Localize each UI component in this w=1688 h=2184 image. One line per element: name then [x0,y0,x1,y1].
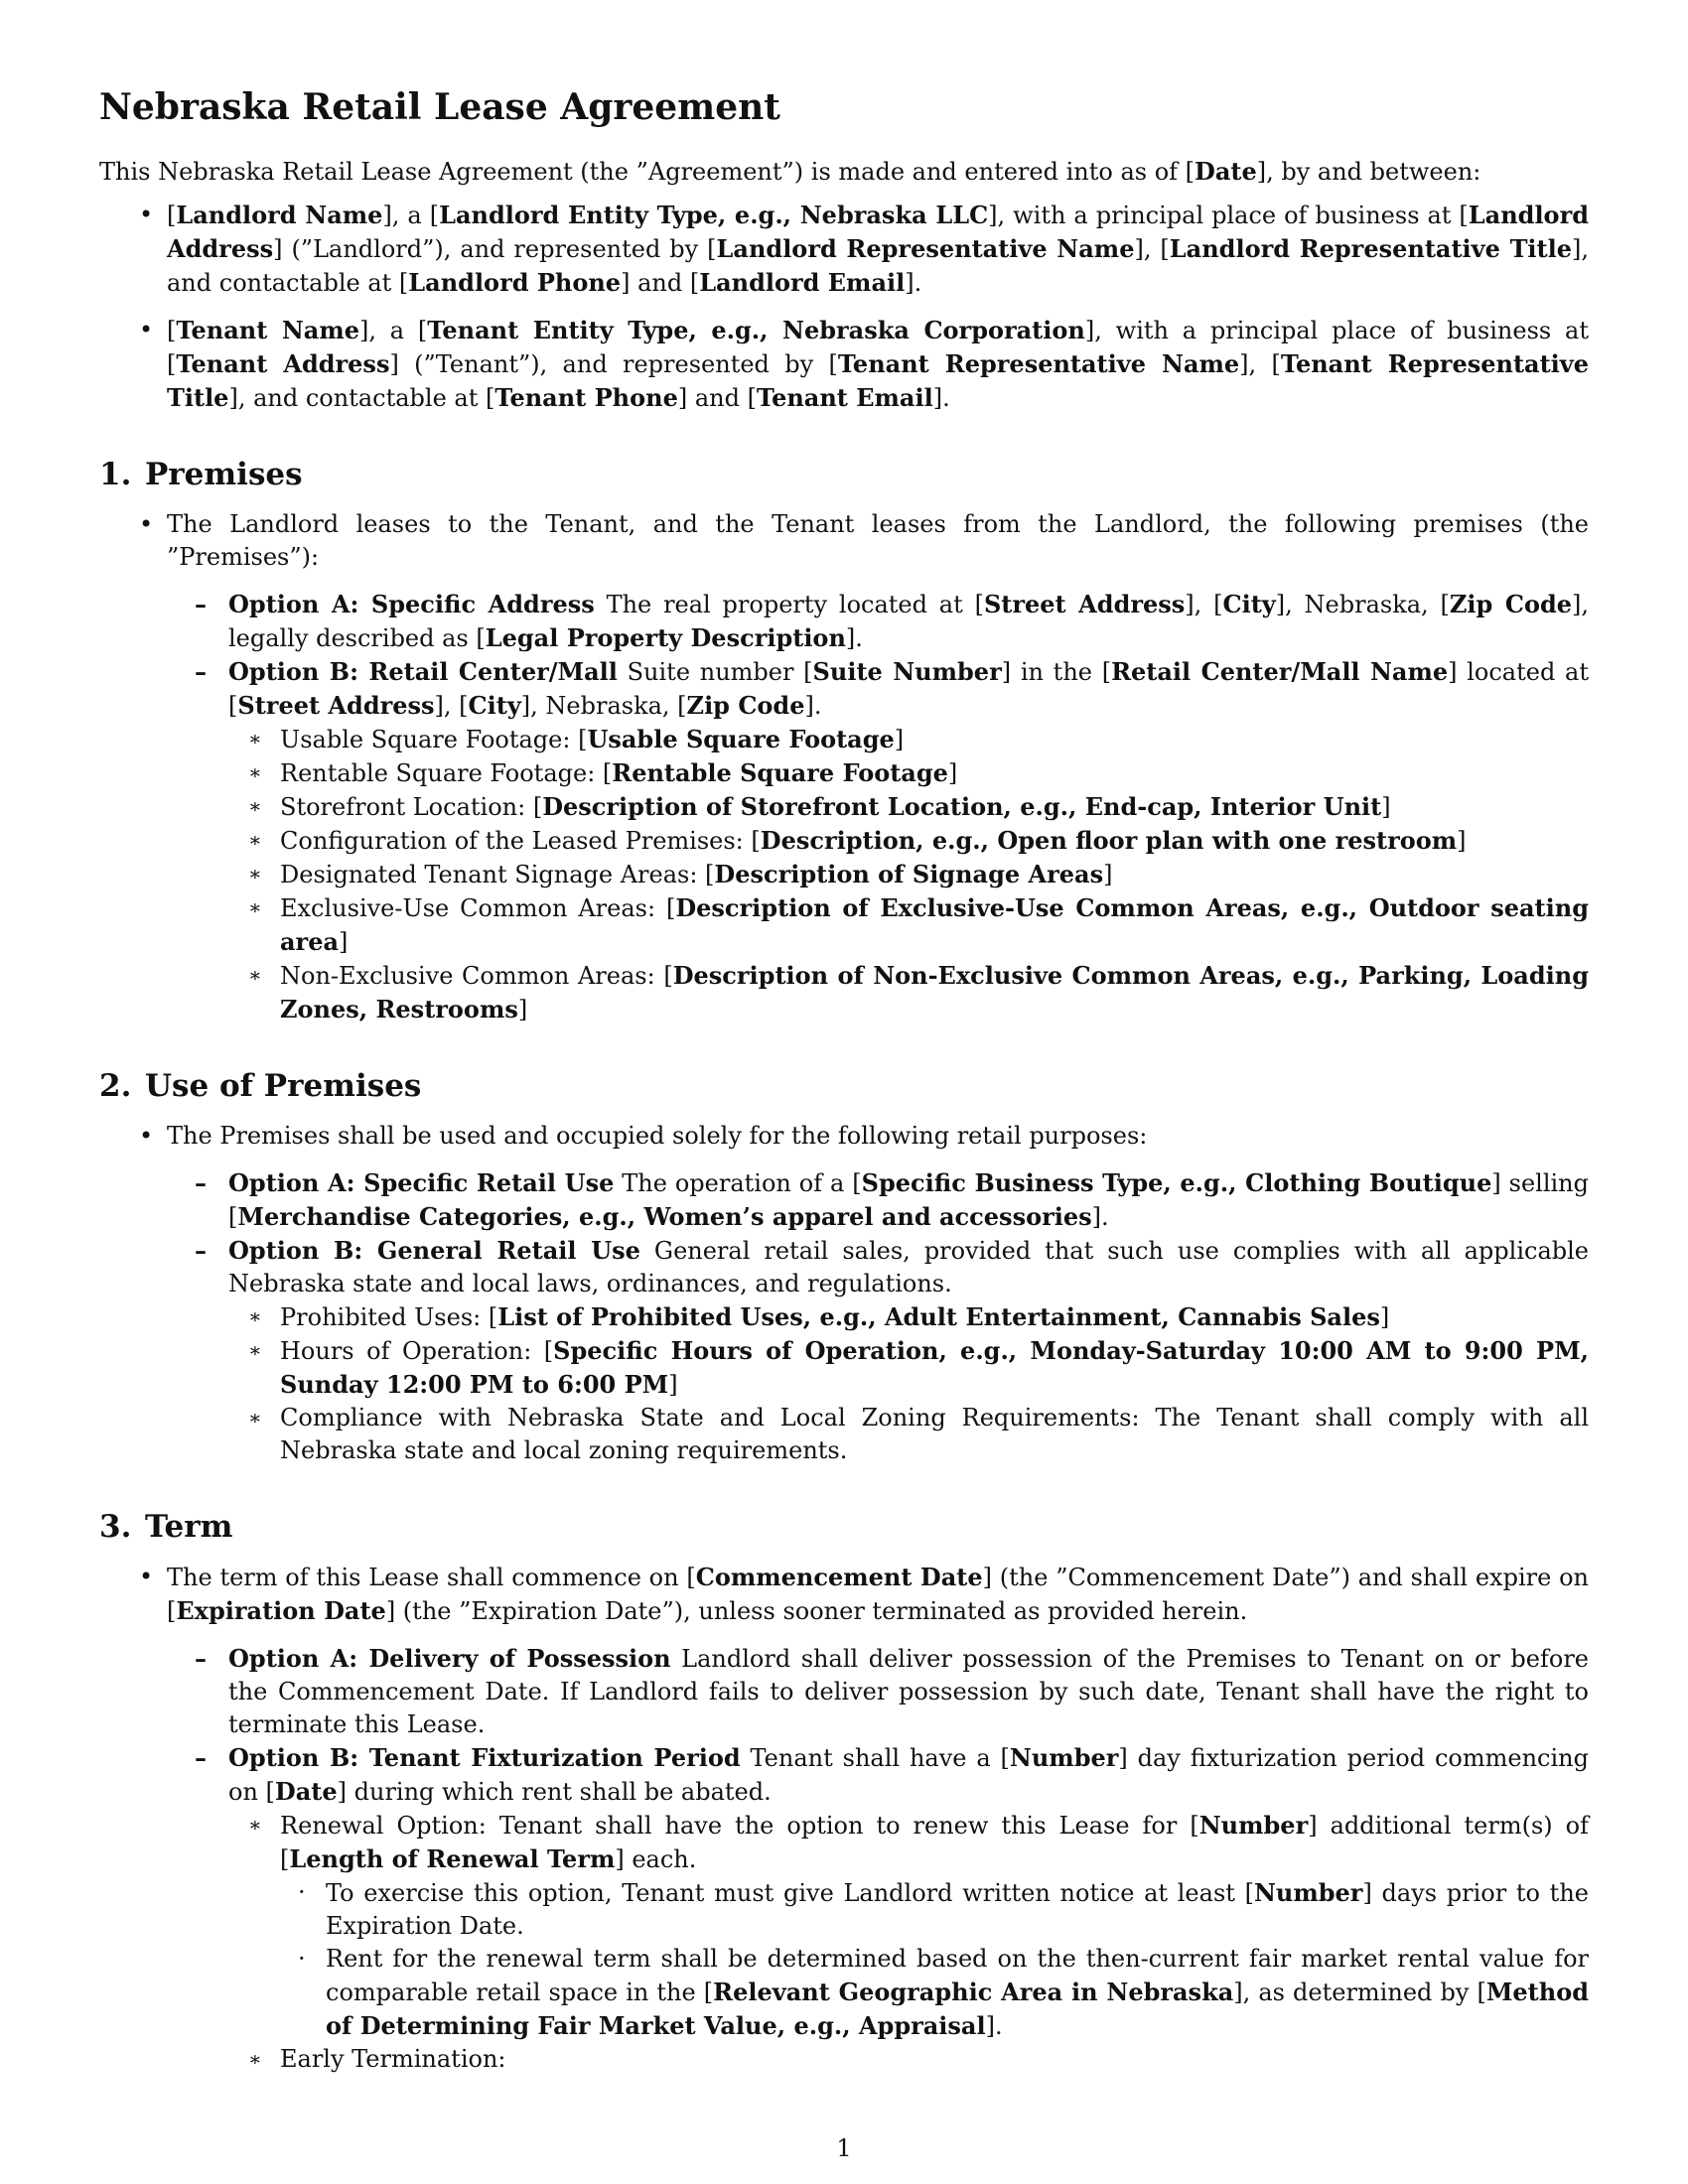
premises-lead: • The Landlord leases to the Tenant, and the Tenant leases from the Landlord, the following premises (the ”Premises”): – Option A: Specific Address The real property located at [Street Address], [City], Nebraska, [Zip Code], legally described as [Legal Property Description]. – Option B: Retail Center/Mall Suite number [Suite Number] in the [Retail Center/Mall Name] located at [Street Address], [City], Nebraska, [Zip Code]. ∗ Usable Square Footage: [Usable Square Footage] ∗ Rentable Square Footage: [Rentable Square Footage] ∗ Storefront Location: [Description of Storefront Location, e.g., End-cap, Interior Unit] ∗ Configuration of the Leased Premises: [Description, e.g., Open floor plan with one restroom] ∗ Designated Tenant Signage Areas: [Description of Signage Areas] ∗ Exclusive-Use Common Areas: [Description of Exclusive-Use Common Areas, e.g., Outdoor seating area] ∗ Non-Exclusive Common Areas: [Description of Non-Exclusive Common Areas, e.g., Parking, Loading Zones, Restrooms] [99,508,1589,1026]
premises-detail: ∗ Rentable Square Footage: [Rentable Square Footage] [99,756,1589,790]
early-termination: ∗ Early Termination: [99,2043,1589,2076]
section-heading-use-of-premises: 2. Use of Premises [99,1068,422,1104]
use-detail: ∗ Prohibited Uses: [List of Prohibited Uses, e.g., Adult Entertainment, Cannabis Sales] [99,1300,1589,1334]
document-page [99,85,1589,2090]
use-detail: ∗ Hours of Operation: [Specific Hours of Operation, e.g., Monday-Saturday 10:00 AM to 9:00 PM, Sunday 12:00 PM to 6:00 PM] [99,1334,1589,1402]
premises-detail: ∗ Exclusive-Use Common Areas: [Description of Exclusive-Use Common Areas, e.g., Outdoor seating area] [99,891,1589,959]
intro-paragraph: This Nebraska Retail Lease Agreement (the ”Agreement”) is made and entered into as of [Date], by and between: [99,157,1481,186]
section-heading-term: 3. Term [99,1509,233,1545]
renewal-rent: · Rent for the renewal term shall be determined based on the then-current fair market rental value for comparable retail space in the [Relevant Geographic Area in Nebraska], as determined by [Method of Determining Fair Market Value, e.g., Appraisal]. [99,1943,1589,2043]
tenant-party: • [Tenant Name], a [Tenant Entity Type, e.g., Nebraska Corporation], with a principal place of business at [Tenant Address] (”Tenant”), and represented by [Tenant Representative Name], [Tenant Representative Title], and contactable at [Tenant Phone] and [Tenant Email]. [99,314,1589,415]
renewal-notice: · To exercise this option, Tenant must give Landlord written notice at least [Number] days prior to the Expiration Date. [99,1876,1589,1943]
use-option-a: – Option A: Specific Retail Use The operation of a [Specific Business Type, e.g., Clothing Boutique] selling [Merchandise Categories, e.g., Women’s apparel and accessories]. [99,1166,1589,1234]
use-lead: • The Premises shall be used and occupied solely for the following retail purposes: – Option A: Specific Retail Use The operation of a [Specific Business Type, e.g., Clothing Boutique] selling [Merchandise Categories, e.g., Women’s apparel and accessories]. – Option B: General Retail Use General retail sales, provided that such use complies with all applicable Nebraska state and local laws, ordinances, and regulations. ∗ Prohibited Uses: [List of Prohibited Uses, e.g., Adult Entertainment, Cannabis Sales] ∗ Hours of Operation: [Specific Hours of Operation, e.g., Monday-Saturday 10:00 AM to 9:00 PM, Sunday 12:00 PM to 6:00 PM] ∗ Compliance with Nebraska State and Local Zoning Requirements: The Tenant shall comply with all Nebraska state and local zoning requirements. [99,1120,1589,1467]
term-option-a: – Option A: Delivery of Possession Landlord shall deliver possession of the Premises to Tenant on or before the Commencement Date. If Landlord fails to deliver possession by such date, Tenant shall have the right to terminate this Lease. [99,1642,1589,1741]
premises-detail: ∗ Designated Tenant Signage Areas: [Description of Signage Areas] [99,858,1589,891]
document-title: Nebraska Retail Lease Agreement [99,86,780,128]
term-lead: • The term of this Lease shall commence on [Commencement Date] (the ”Commencement Date”) and shall expire on [Expiration Date] (the ”Expiration Date”), unless sooner terminated as provided herein. – Option A: Delivery of Possession Landlord shall deliver possession of the Premises to Tenant on or before the Commencement Date. If Landlord fails to deliver possession by such date, Tenant shall have the right to terminate this Lease. – Option B: Tenant Fixturization Period Tenant shall have a [Number] day fixturization period commencing on [Date] during which rent shall be abated. ∗ Renewal Option: Tenant shall have the option to renew this Lease for [Number] additional term(s) of [Length of Renewal Term] each. · To exercise this option, Tenant must give Landlord written notice at least [Number] days prior to the Expiration Date. · Rent for the renewal term shall be determined based on the then-current fair market rental value for comparable retail space in the [Relevant Geographic Area in Nebraska], as determined by [Method of Determining Fair Market Value, e.g., Appraisal]. ∗ Early Termination: [99,1561,1589,2076]
use-detail: ∗ Compliance with Nebraska State and Local Zoning Requirements: The Tenant shall comply with all Nebraska state and local zoning requirements. [99,1402,1589,1467]
premises-option-a: – Option A: Specific Address The real property located at [Street Address], [City], Nebraska, [Zip Code], legally described as [Legal Property Description]. [99,588,1589,655]
premises-option-b: – Option B: Retail Center/Mall Suite number [Suite Number] in the [Retail Center/Mall Name] located at [Street Address], [City], Nebraska, [Zip Code]. ∗ Usable Square Footage: [Usable Square Footage] ∗ Rentable Square Footage: [Rentable Square Footage] ∗ Storefront Location: [Description of Storefront Location, e.g., End-cap, Interior Unit] ∗ Configuration of the Leased Premises: [Description, e.g., Open floor plan with one restroom] ∗ Designated Tenant Signage Areas: [Description of Signage Areas] ∗ Exclusive-Use Common Areas: [Description of Exclusive-Use Common Areas, e.g., Outdoor seating area] ∗ Non-Exclusive Common Areas: [Description of Non-Exclusive Common Areas, e.g., Parking, Loading Zones, Restrooms] [99,655,1589,1026]
premises-detail: ∗ Non-Exclusive Common Areas: [Description of Non-Exclusive Common Areas, e.g., Parking, Loading Zones, Restrooms] [99,959,1589,1026]
premises-detail: ∗ Storefront Location: [Description of Storefront Location, e.g., End-cap, Interior Unit] [99,790,1589,824]
term-option-b: – Option B: Tenant Fixturization Period Tenant shall have a [Number] day fixturization period commencing on [Date] during which rent shall be abated. ∗ Renewal Option: Tenant shall have the option to renew this Lease for [Number] additional term(s) of [Length of Renewal Term] each. · To exercise this option, Tenant must give Landlord written notice at least [Number] days prior to the Expiration Date. · Rent for the renewal term shall be determined based on the then-current fair market rental value for comparable retail space in the [Relevant Geographic Area in Nebraska], as determined by [Method of Determining Fair Market Value, e.g., Appraisal]. ∗ Early Termination: [99,1741,1589,2076]
premises-detail: ∗ Usable Square Footage: [Usable Square Footage] [99,723,1589,756]
section-heading-premises: 1. Premises [99,457,303,492]
renewal-option: ∗ Renewal Option: Tenant shall have the option to renew this Lease for [Number] additional term(s) of [Length of Renewal Term] each. · To exercise this option, Tenant must give Landlord written notice at least [Number] days prior to the Expiration Date. · Rent for the renewal term shall be determined based on the then-current fair market rental value for comparable retail space in the [Relevant Geographic Area in Nebraska], as determined by [Method of Determining Fair Market Value, e.g., Appraisal]. [99,1809,1589,2043]
page-number: 1 [836,2134,852,2162]
premises-list [99,508,1589,1026]
landlord-party: • [Landlord Name], a [Landlord Entity Type, e.g., Nebraska LLC], with a principal place of business at [Landlord Address] (”Landlord”), and represented by [Landlord Representative Name], [Landlord Representative Title], and contactable at [Landlord Phone] and [Landlord Email]. [99,199,1589,300]
use-list [99,1120,1589,1467]
premises-detail: ∗ Configuration of the Leased Premises: [Description, e.g., Open floor plan with one restroom] [99,824,1589,858]
term-list [99,1561,1589,2076]
parties-list [99,199,1589,415]
use-option-b: – Option B: General Retail Use General retail sales, provided that such use complies with all applicable Nebraska state and local laws, ordinances, and regulations. ∗ Prohibited Uses: [List of Prohibited Uses, e.g., Adult Entertainment, Cannabis Sales] ∗ Hours of Operation: [Specific Hours of Operation, e.g., Monday-Saturday 10:00 AM to 9:00 PM, Sunday 12:00 PM to 6:00 PM] ∗ Compliance with Nebraska State and Local Zoning Requirements: The Tenant shall comply with all Nebraska state and local zoning requirements. [99,1234,1589,1467]
